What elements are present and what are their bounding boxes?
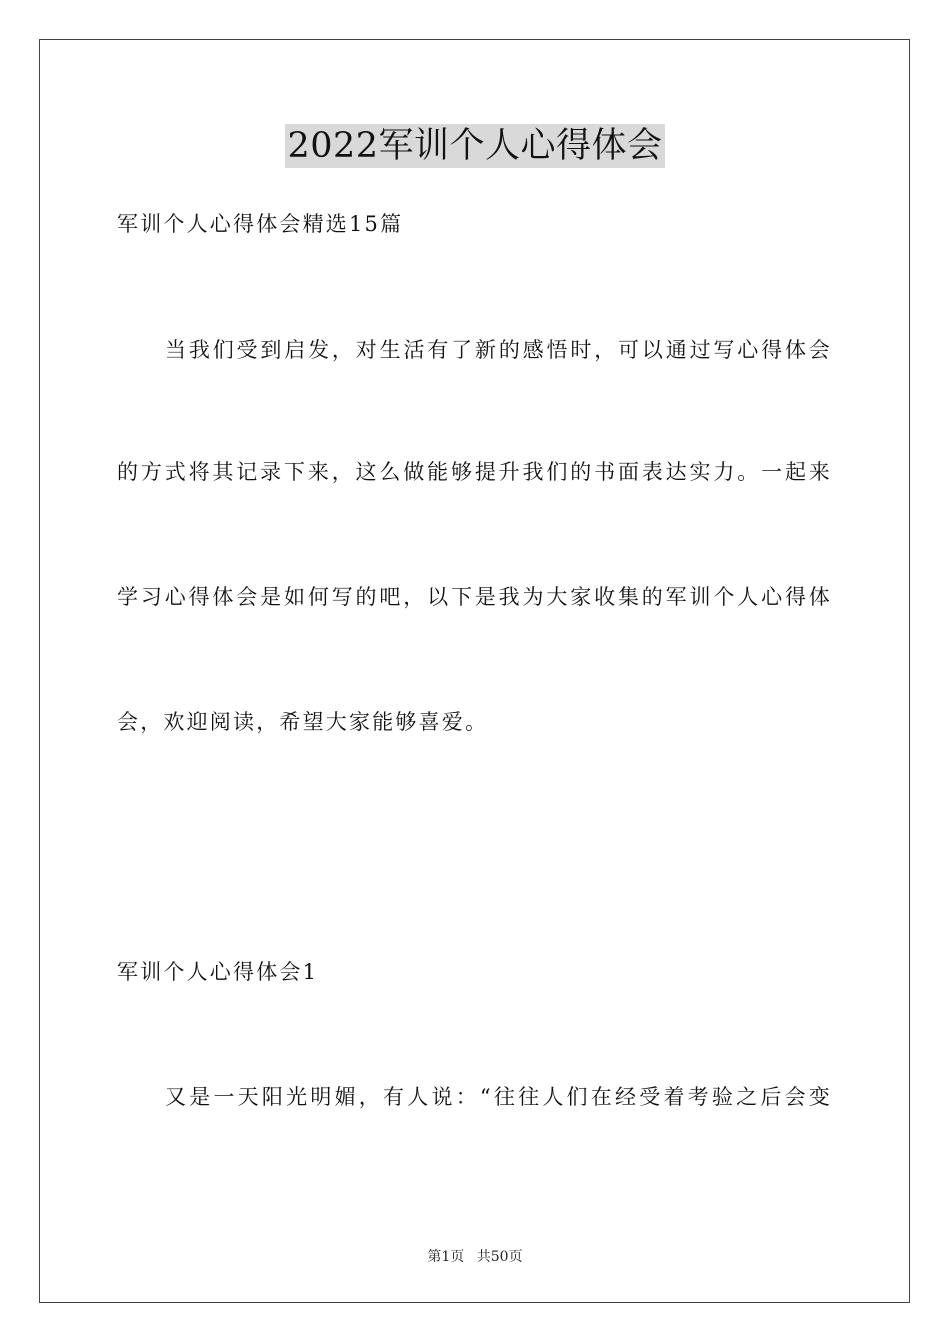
intro-line-2: 的方式将其记录下来，这么做能够提升我们的书面表达实力。一起来 <box>117 460 832 484</box>
intro-line-4: 会，欢迎阅读，希望大家能够喜爱。 <box>117 710 489 734</box>
document-title: 2022军训个人心得体会 <box>287 126 663 166</box>
title-container <box>0 124 950 168</box>
section-heading: 军训个人心得体会1 <box>117 960 319 984</box>
section-first-line: 又是一天阳光明媚，有人说：“往往人们在经受着考验之后会变 <box>165 1085 832 1109</box>
page-total: 共50页 <box>476 1249 523 1265</box>
page-footer <box>0 1248 950 1266</box>
page-number: 第1页 <box>427 1249 465 1265</box>
document-subtitle: 军训个人心得体会精选15篇 <box>117 212 404 236</box>
intro-line-3: 学习心得体会是如何写的吧，以下是我为大家收集的军训个人心得体 <box>117 585 832 609</box>
intro-line-1: 当我们受到启发，对生活有了新的感悟时，可以通过写心得体会 <box>165 338 832 362</box>
